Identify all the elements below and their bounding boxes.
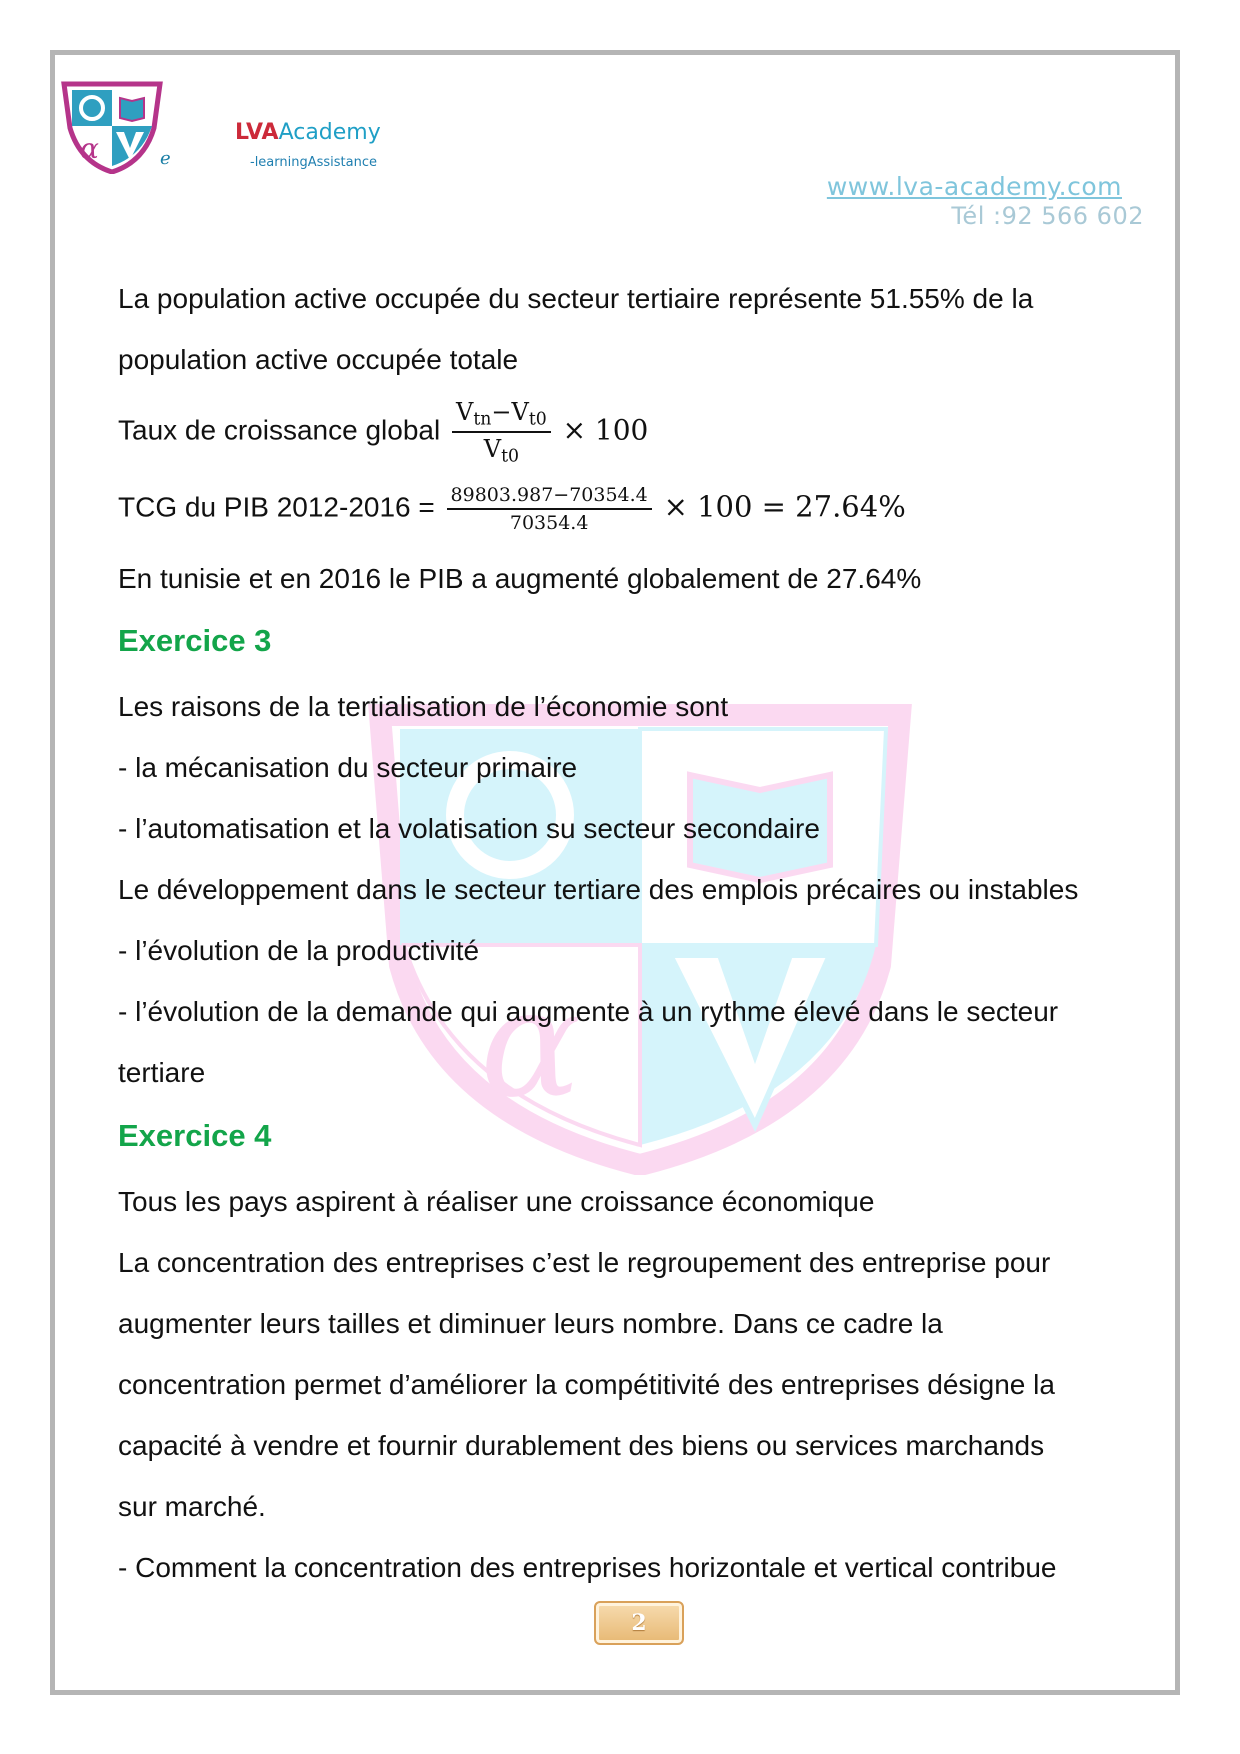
exercise-3-line: Les raisons de la tertialisation de l’économie sont [118,691,729,722]
exercise-4-heading: Exercice 4 [118,1118,272,1153]
pib-denominator: 70354.4 [509,512,589,534]
pib-fraction [447,484,652,534]
logo-letter: e [160,148,171,169]
brand-name [235,120,381,145]
paragraph-line: population active occupée totale [118,344,519,375]
exercise-3-line: - l’évolution de la productivité [118,935,480,966]
exercise-3-line: Le développement dans le secteur tertiare des emplois précaires ou instables [118,874,1079,905]
svg-text:α: α [80,132,99,165]
paragraph-line: La population active occupée du secteur tertiaire représente 51.55% de la [118,283,1034,314]
exercise-3-heading: Exercice 3 [118,623,272,658]
pib-formula [118,484,906,534]
svg-text:α: α [480,957,582,1131]
growth-rate-formula [118,398,648,467]
pib-numerator: 89803.987−70354.4 [447,484,652,510]
exercise-4-line: capacité à vendre et fournir durablement des biens ou services marchands [118,1430,1045,1461]
exercise-4-line: augmenter leurs tailles et diminuer leurs nombre. Dans ce cadre la [118,1308,943,1339]
brand-tagline: -learningAssistance [250,155,377,170]
exercise-4-line: Tous les pays aspirent à réaliser une croissance économique [118,1186,875,1217]
exercise-3-line: - l’automatisation et la volatisation su secteur secondaire [118,813,820,844]
exercise-4-line: sur marché. [118,1491,266,1522]
exercise-4-line: La concentration des entreprises c’est le regroupement des entreprise pour [118,1247,1051,1278]
website-link[interactable]: www.lva-academy.com [826,172,1122,201]
formula-denominator: $V_{t0}$ [483,435,520,467]
brand-prefix: LVA [235,120,279,145]
pib-label: TCG du PIB 2012-2016 = [118,491,435,523]
formula-numerator: $V_{tn}-V_{t0}$ [452,398,551,433]
paragraph-line: En tunisie et en 2016 le PIB a augmenté globalement de 27.64% [118,563,922,594]
brand-suffix: Academy [278,120,381,145]
exercise-4-line: - Comment la concentration des entreprises horizontale et vertical contribue [118,1552,1057,1583]
formula-times: × 100 [562,413,649,447]
page-number-badge: 2 [594,1601,684,1645]
formula-label: Taux de croissance global [118,414,441,446]
exercise-3-line: tertiare [118,1057,206,1088]
phone-number: Tél :92 566 602 [951,202,1144,230]
exercise-3-line: - la mécanisation du secteur primaire [118,752,578,783]
lva-logo-icon [58,78,166,174]
pib-result: × 100 = 27.64% [663,489,906,524]
formula-fraction [452,398,551,467]
exercise-4-line: concentration permet d’améliorer la compétitivité des entreprises désigne la [118,1369,1055,1400]
exercise-3-line: - l’évolution de la demande qui augmente à un rythme élevé dans le secteur [118,996,1059,1027]
